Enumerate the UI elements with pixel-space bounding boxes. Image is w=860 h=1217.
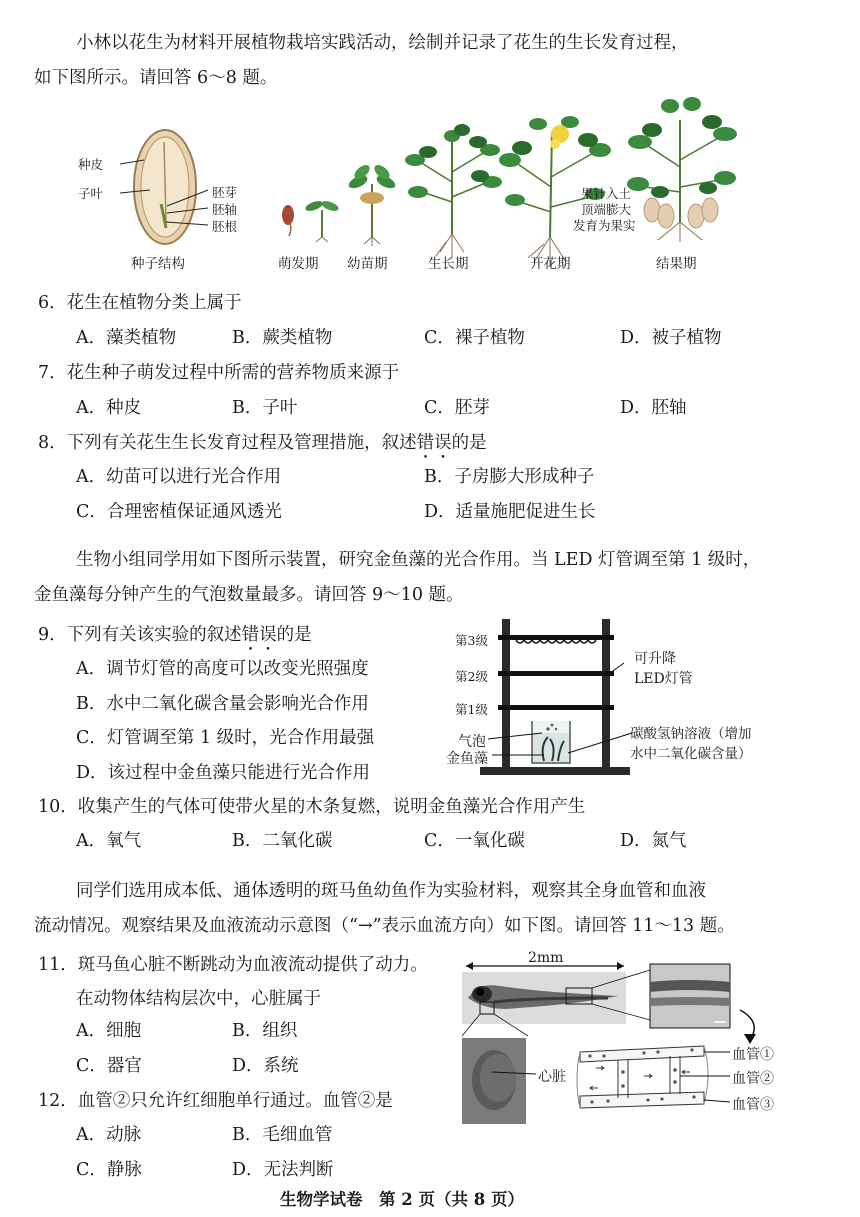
q9-option-c: C．灯管调至第 1 级时，光合作用最强: [76, 728, 375, 748]
q6-option-d: D．被子植物: [620, 328, 722, 348]
bubble-label: 气泡: [458, 734, 486, 750]
vessel-2-label: 血管②: [732, 1071, 774, 1087]
q7-stem: 7．花生种子萌发过程中所需的营养物质来源于: [38, 363, 400, 383]
led-label-line1: 可升降: [634, 651, 676, 667]
q8-option-c: C．合理密植保证通风透光: [76, 502, 282, 522]
q11-option-c: C．器官: [76, 1056, 142, 1076]
q9-option-d: D．该过程中金鱼藻只能进行光合作用: [76, 763, 371, 783]
q9-option-b: B．水中二氧化碳含量会影响光合作用: [76, 694, 369, 714]
vessel-3-label: 血管③: [732, 1097, 774, 1113]
q11-option-a: A．细胞: [76, 1021, 142, 1041]
solution-label-line2: 水中二氧化碳含量）: [630, 746, 752, 762]
label-cotyledon: 子叶: [78, 186, 104, 201]
q11-option-b: B．组织: [232, 1021, 298, 1041]
stage-germination: 萌发期: [278, 256, 319, 272]
q7-option-b: B．子叶: [232, 398, 298, 418]
q7-option-a: A．种皮: [76, 398, 142, 418]
intro3-line2: 流动情况。观察结果及血液流动示意图（“→”表示血流方向）如下图。请回答 11～13 题。: [34, 916, 735, 936]
blood-vessel-schematic: [577, 1046, 730, 1108]
q12-option-a: A．动脉: [76, 1125, 142, 1145]
q9-option-a: A．调节灯管的高度可以改变光照强度: [76, 659, 369, 679]
level-3-label: 第3级: [455, 633, 488, 648]
scale-label: 2mm: [528, 950, 564, 966]
q10-option-d: D．氮气: [620, 831, 687, 851]
q7-option-c: C．胚芽: [424, 398, 490, 418]
q6-option-b: B．蕨类植物: [232, 328, 333, 348]
fruiting-stage-plant: [627, 97, 737, 242]
q11-option-d: D．系统: [232, 1056, 299, 1076]
plant-label: 金鱼藻: [446, 751, 488, 767]
intro2-line2: 金鱼藻每分钟产生的气泡数量最多。请回答 9～10 题。: [34, 585, 464, 605]
intro1-line2: 如下图所示。请回答 6～8 题。: [34, 68, 278, 88]
vessel-1-label: 血管①: [732, 1047, 774, 1063]
stage-seed-structure: 种子结构: [131, 256, 185, 272]
heart-label: 心脏: [538, 1069, 566, 1085]
q8-option-a: A．幼苗可以进行光合作用: [76, 467, 282, 487]
q12-stem: 12．血管②只允许红细胞单行通过。血管②是: [38, 1091, 393, 1111]
intro3-line1: 同学们选用成本低、通体透明的斑马鱼幼鱼作为实验材料，观察其全身血管和血液: [76, 881, 706, 901]
growth-stage-plant: [405, 124, 502, 257]
q12-option-d: D．无法判断: [232, 1160, 334, 1180]
q10-option-c: C．一氧化碳: [424, 831, 525, 851]
germination-seed: [282, 205, 294, 236]
q12-option-b: B．毛细血管: [232, 1125, 333, 1145]
solution-label-line1: 碳酸氢钠溶液（增加: [630, 726, 752, 742]
q11-stem-line2: 在动物体结构层次中，心脏属于: [76, 989, 321, 1009]
label-hypocotyl: 胚轴: [212, 202, 238, 217]
stage-seedling: 幼苗期: [347, 256, 388, 272]
page-footer: 生物学试卷 第 2 页（共 8 页）: [280, 1190, 524, 1209]
intro2-line1: 生物小组同学用如下图所示装置，研究金鱼藻的光合作用。当 LED 灯管调至第 1 级时，: [76, 550, 761, 570]
stage-flowering: 开花期: [530, 256, 571, 272]
q8-emphasis: 错误: [416, 433, 452, 453]
stage-fruiting: 结果期: [656, 256, 697, 272]
label-plumule: 胚芽: [212, 185, 238, 200]
q6-stem: 6．花生在植物分类上属于: [38, 293, 242, 313]
q8-stem: 8．下列有关花生生长发育过程及管理措施，叙述错误的是: [38, 433, 487, 453]
q9-stem: 9．下列有关该实验的叙述错误的是: [38, 625, 312, 645]
led-label-line2: LED灯管: [634, 671, 693, 687]
q8-option-b: B．子房膨大形成种子: [424, 467, 595, 487]
q12-option-c: C．静脉: [76, 1160, 142, 1180]
q6-option-a: A．藻类植物: [76, 328, 177, 348]
intro1-line1: 小林以花生为材料开展植物栽培实践活动，绘制并记录了花生的生长发育过程，: [76, 33, 689, 53]
seed-structure-diagram: [120, 130, 208, 244]
fruit-note-line3: 发育为果实: [573, 218, 636, 233]
label-radicle: 胚根: [212, 219, 238, 234]
q10-option-b: B．二氧化碳: [232, 831, 333, 851]
q7-option-d: D．胚轴: [620, 398, 687, 418]
q9-emphasis: 错误: [241, 625, 277, 645]
q11-stem-line1: 11．斑马鱼心脏不断跳动为血液流动提供了动力。: [38, 955, 428, 975]
stage-growth: 生长期: [428, 256, 469, 272]
fruit-note-line2: 顶端膨大: [581, 202, 632, 217]
level-2-label: 第2级: [455, 669, 488, 684]
q8-option-d: D．适量施肥促进生长: [424, 502, 596, 522]
q10-option-a: A．氧气: [76, 831, 142, 851]
seedling-stage: [347, 162, 397, 246]
label-seed-coat: 种皮: [78, 157, 104, 172]
seedling-small: [304, 199, 340, 242]
fruit-note-line1: 果针入土: [581, 186, 632, 201]
level-1-label: 第1级: [455, 702, 488, 717]
q10-stem: 10．收集产生的气体可使带火星的木条复燃，说明金鱼藻光合作用产生: [38, 797, 586, 817]
q6-option-c: C．裸子植物: [424, 328, 525, 348]
